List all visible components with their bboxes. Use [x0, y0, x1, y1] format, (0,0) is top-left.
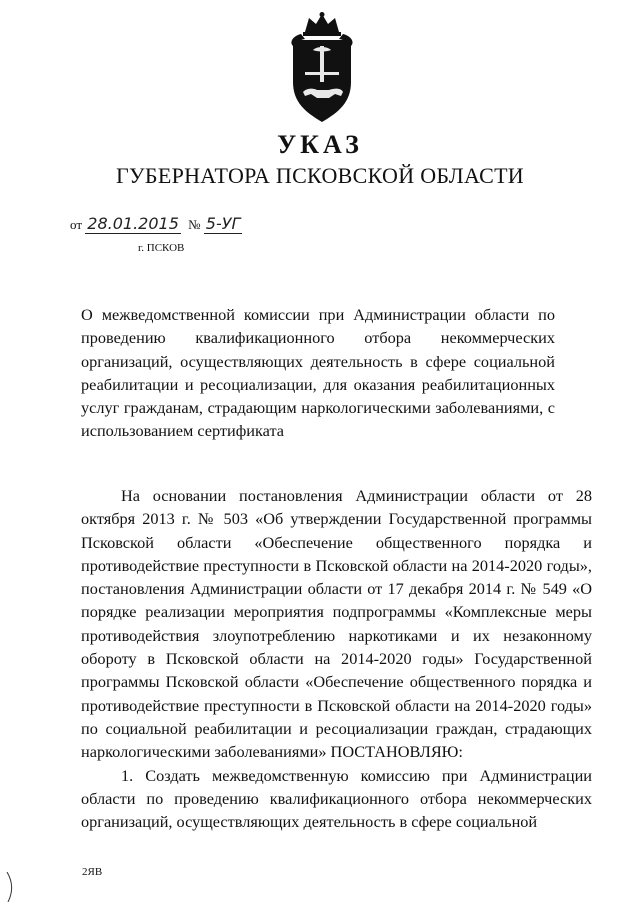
margin-mark [4, 872, 18, 902]
pskov-coat-of-arms-icon [283, 12, 361, 124]
preamble-paragraph: На основании постановления Администрации области от 28 октября 2013 г. № 503 «Об утверждении Государственной программы Псковской области «Обеспечение общественного порядка и противодействие преступности в Псковской области на 2014-2020 годы», постановления Администрации области от 17 декабря 2014 г. № 549 «О порядке реализации мероприятия подпрограммы «Комплексные меры противодействия злоупотреблению наркотиками и их незаконному обороту в Псковской области на 2014-2020 годы» Государственной программы Псковской области «Обеспечение общественного порядка и противодействие преступности в Псковской области на 2014-2020 годы» по социальной реабилитации и ресоциализации граждан, страдающих наркологическими заболеваниями» ПОСТАНОВЛЯЮ: [81, 486, 592, 762]
decree-date: 28.01.2015 [87, 214, 179, 233]
date-number-line [70, 214, 242, 234]
number-label: № [188, 217, 201, 232]
document-title: УКАЗ [277, 130, 363, 159]
date-prefix: от [70, 217, 83, 232]
decree-number: 5-УГ [205, 214, 241, 233]
decree-body [81, 484, 592, 833]
footer-code: 2ЯВ [82, 866, 103, 878]
item-1-paragraph: 1. Создать межведомственную комиссию при Администрации области по проведению квалификационного отбора некоммерческих организаций, осуществляющих деятельность в сфере социальной [81, 765, 592, 832]
decree-subject: О межведомственной комиссии при Администрации области по проведению квалификационного отбора некоммерческих организаций, осуществляющих деятельность в сфере социальной реабилитации и ресоциализации, для оказания реабилитационных услуг гражданам, страдающим наркологическими заболеваниями, с использованием сертификата [81, 305, 555, 441]
city-label: г. ПСКОВ [138, 242, 185, 254]
document-subtitle: ГУБЕРНАТОРА ПСКОВСКОЙ ОБЛАСТИ [116, 163, 524, 188]
